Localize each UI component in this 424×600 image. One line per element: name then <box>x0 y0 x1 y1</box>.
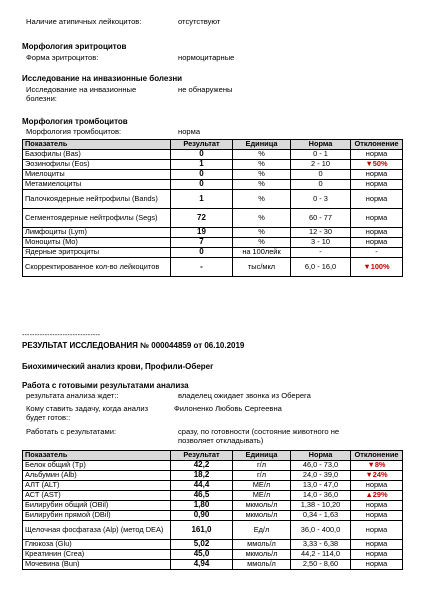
cell-result: - <box>171 258 233 277</box>
cell-unit: % <box>233 228 291 238</box>
cell-deviation: норма <box>351 540 403 550</box>
col-header-result: Результат <box>171 451 233 461</box>
task-label <box>26 405 174 422</box>
cell-result: 0 <box>171 180 233 190</box>
thrombo-value: норма <box>178 127 201 136</box>
cell-deviation: норма <box>351 180 403 190</box>
cell-deviation: норма <box>351 238 403 248</box>
thrombo-label: Морфология тромбоцитов: <box>26 127 122 136</box>
cell-indicator: Мочевина (Bun) <box>23 560 171 570</box>
erythro-title: Морфология эритроцитов <box>22 42 127 51</box>
cell-unit: мкмоль/л <box>233 511 291 521</box>
cell-deviation: норма <box>351 501 403 511</box>
cell-result: 1,80 <box>171 501 233 511</box>
cell-norm: 3,33 - 6,38 <box>291 540 351 550</box>
cell-norm: 2,50 - 8,60 <box>291 560 351 570</box>
cell-result: 4,94 <box>171 560 233 570</box>
cell-unit: % <box>233 170 291 180</box>
cell-unit: Ед/л <box>233 521 291 540</box>
table1-header-row <box>23 140 403 150</box>
cell-deviation: норма <box>351 481 403 491</box>
cell-unit: МЕ/л <box>233 481 291 491</box>
awaits-label: результата анализа ждет:: <box>26 391 119 400</box>
cell-norm: - <box>291 248 351 258</box>
table-row <box>23 511 403 521</box>
results-value-line1: сразу, по готовности (состояние животного не <box>178 427 340 436</box>
biochemistry-table <box>22 450 403 570</box>
table-row <box>23 180 403 190</box>
cell-indicator: Ядерные эритроциты <box>23 248 171 258</box>
table-row <box>23 550 403 560</box>
cell-unit: % <box>233 209 291 228</box>
cell-unit: % <box>233 160 291 170</box>
cell-deviation: ▼8% <box>351 461 403 471</box>
cell-result: 72 <box>171 209 233 228</box>
table-row <box>23 248 403 258</box>
cell-result: 1 <box>171 190 233 209</box>
col-header-norm: Норма <box>291 451 351 461</box>
table2-header-row <box>23 451 403 461</box>
invasive-label-line2: болезни: <box>26 93 57 103</box>
atypical-value: отсутствуют <box>178 17 221 26</box>
thrombo-row <box>26 128 200 137</box>
cell-indicator: АСТ (AST) <box>23 491 171 501</box>
cell-indicator: Щелочная фосфатаза (Alp) (метод DEA) <box>23 521 171 540</box>
cell-deviation: норма <box>351 209 403 228</box>
cell-deviation: - <box>351 248 403 258</box>
thrombo-title: Морфология тромбоцитов <box>22 117 128 126</box>
task-label-line1: Кому ставить задачу, когда анализ <box>26 404 149 413</box>
cell-indicator: АЛТ (ALT) <box>23 481 171 491</box>
cell-norm: 2 - 10 <box>291 160 351 170</box>
results-label: Работать с результатами: <box>26 427 117 436</box>
cell-indicator: Глюкоза (Glu) <box>23 540 171 550</box>
cell-unit: ммоль/л <box>233 560 291 570</box>
cell-unit: % <box>233 150 291 160</box>
cell-deviation: ▼50% <box>351 160 403 170</box>
awaits-value: владелец ожидает звонка из Оберега <box>178 391 311 400</box>
cell-norm: 12 - 30 <box>291 228 351 238</box>
atypical-row <box>26 18 220 27</box>
cell-norm: 0 <box>291 180 351 190</box>
col-header-indicator: Показатель <box>23 140 171 150</box>
cell-norm: 6,0 - 16,0 <box>291 258 351 277</box>
cell-norm: 60 - 77 <box>291 209 351 228</box>
cell-indicator: Креатинин (Crea) <box>23 550 171 560</box>
cell-norm: 14,0 - 36,0 <box>291 491 351 501</box>
cell-norm: 0 <box>291 170 351 180</box>
cell-deviation: ▼24% <box>351 471 403 481</box>
study-title: РЕЗУЛЬТАТ ИССЛЕДОВАНИЯ № 000044859 от 06.10.2019 <box>22 341 245 350</box>
col-header-unit: Единица <box>233 140 291 150</box>
erythro-form-value: нормоцитарные <box>178 53 235 62</box>
cell-norm: 0 - 3 <box>291 190 351 209</box>
cell-indicator: Лимфоциты (Lym) <box>23 228 171 238</box>
cell-deviation: норма <box>351 560 403 570</box>
cell-indicator: Альбумин (Alb) <box>23 471 171 481</box>
cell-indicator: Палочкоядерные нейтрофилы (Bands) <box>23 190 171 209</box>
awaits-row <box>26 392 311 401</box>
task-value: Филоненко Любовь Сергеевна <box>174 404 282 413</box>
task-row <box>26 405 282 422</box>
section-divider: ------------------------------- <box>22 332 101 339</box>
cell-deviation: ▲29% <box>351 491 403 501</box>
col-header-result: Результат <box>171 140 233 150</box>
cell-deviation: норма <box>351 550 403 560</box>
invasive-value: не обнаружены <box>178 85 233 94</box>
table-row <box>23 501 403 511</box>
cell-norm: 0,34 - 1,63 <box>291 511 351 521</box>
cell-indicator: Моноциты (Mo) <box>23 238 171 248</box>
cell-norm: 46,0 - 73,0 <box>291 461 351 471</box>
invasive-row <box>26 86 233 103</box>
table-row <box>23 491 403 501</box>
cell-result: 0 <box>171 150 233 160</box>
table-row <box>23 150 403 160</box>
cell-unit: % <box>233 238 291 248</box>
cell-unit: мкмоль/л <box>233 501 291 511</box>
cell-indicator: Скорректированное кол-во лейкоцитов <box>23 258 171 277</box>
col-header-norm: Норма <box>291 140 351 150</box>
invasive-label-line1: Исследование на инвазионные <box>26 85 137 94</box>
cell-indicator: Билирубин общий (OBil) <box>23 501 171 511</box>
study-subtitle: Биохимический анализ крови, Профили-Оберег <box>22 362 214 371</box>
cell-result: 5,02 <box>171 540 233 550</box>
cell-unit: г/л <box>233 461 291 471</box>
cell-unit: на 100лейк <box>233 248 291 258</box>
atypical-label: Наличие атипичных лейкоцитов: <box>26 17 142 26</box>
table-row <box>23 190 403 209</box>
cell-deviation: норма <box>351 190 403 209</box>
cell-norm: 0 - 1 <box>291 150 351 160</box>
cell-unit: % <box>233 190 291 209</box>
col-header-deviation: Отклонение <box>351 451 403 461</box>
cell-norm: 1,38 - 10,20 <box>291 501 351 511</box>
table-row <box>23 228 403 238</box>
cell-indicator: Метамиелоциты <box>23 180 171 190</box>
table-row <box>23 170 403 180</box>
col-header-unit: Единица <box>233 451 291 461</box>
table-row <box>23 540 403 550</box>
results-row <box>26 428 339 445</box>
cell-norm: 13,0 - 47,0 <box>291 481 351 491</box>
cell-unit: МЕ/л <box>233 491 291 501</box>
erythro-row <box>26 54 234 63</box>
cell-indicator: Эозинофилы (Eos) <box>23 160 171 170</box>
cell-norm: 24,0 - 39,0 <box>291 471 351 481</box>
table-row <box>23 560 403 570</box>
cell-unit: тыс/мкл <box>233 258 291 277</box>
cell-result: 0 <box>171 170 233 180</box>
cell-unit: ммоль/л <box>233 540 291 550</box>
cell-result: 42,2 <box>171 461 233 471</box>
work-title: Работа с готовыми результатами анализа <box>22 381 189 390</box>
cell-deviation: норма <box>351 170 403 180</box>
cell-deviation: норма <box>351 228 403 238</box>
cell-indicator: Миелоциты <box>23 170 171 180</box>
table-row <box>23 481 403 491</box>
invasive-title: Исследование на инвазионные болезни <box>22 74 183 83</box>
cell-unit: г/л <box>233 471 291 481</box>
cell-norm: 36,0 - 400,0 <box>291 521 351 540</box>
cell-result: 18,2 <box>171 471 233 481</box>
erythro-form-label: Форма эритроцитов: <box>26 53 99 62</box>
results-value <box>178 428 339 445</box>
table-row <box>23 160 403 170</box>
cell-result: 45,0 <box>171 550 233 560</box>
cell-result: 44,4 <box>171 481 233 491</box>
cell-deviation: норма <box>351 511 403 521</box>
cell-deviation: норма <box>351 150 403 160</box>
cell-result: 46,5 <box>171 491 233 501</box>
cell-indicator: Базофилы (Bas) <box>23 150 171 160</box>
invasive-label <box>26 86 178 103</box>
table-row <box>23 258 403 277</box>
col-header-deviation: Отклонение <box>351 140 403 150</box>
cell-unit: мкмоль/л <box>233 550 291 560</box>
cell-indicator: Билирубин прямой (DBil) <box>23 511 171 521</box>
table-row <box>23 238 403 248</box>
cell-indicator: Сегментоядерные нейтрофилы (Segs) <box>23 209 171 228</box>
cell-deviation: норма <box>351 521 403 540</box>
cell-indicator: Белок общий (Tp) <box>23 461 171 471</box>
table-row <box>23 461 403 471</box>
cell-unit: % <box>233 180 291 190</box>
task-label-line2: будет готов:: <box>26 412 71 422</box>
cell-result: 19 <box>171 228 233 238</box>
cell-result: 1 <box>171 160 233 170</box>
table-row <box>23 521 403 540</box>
col-header-indicator: Показатель <box>23 451 171 461</box>
cell-norm: 3 - 10 <box>291 238 351 248</box>
cell-result: 161,0 <box>171 521 233 540</box>
cell-norm: 44,2 - 114,0 <box>291 550 351 560</box>
results-value-line2: позволяет откладывать) <box>178 435 264 445</box>
table-row <box>23 471 403 481</box>
table-row <box>23 209 403 228</box>
cell-deviation: ▼100% <box>351 258 403 277</box>
cell-result: 7 <box>171 238 233 248</box>
cell-result: 0 <box>171 248 233 258</box>
cell-result: 0,90 <box>171 511 233 521</box>
leukocyte-formula-table <box>22 139 403 277</box>
